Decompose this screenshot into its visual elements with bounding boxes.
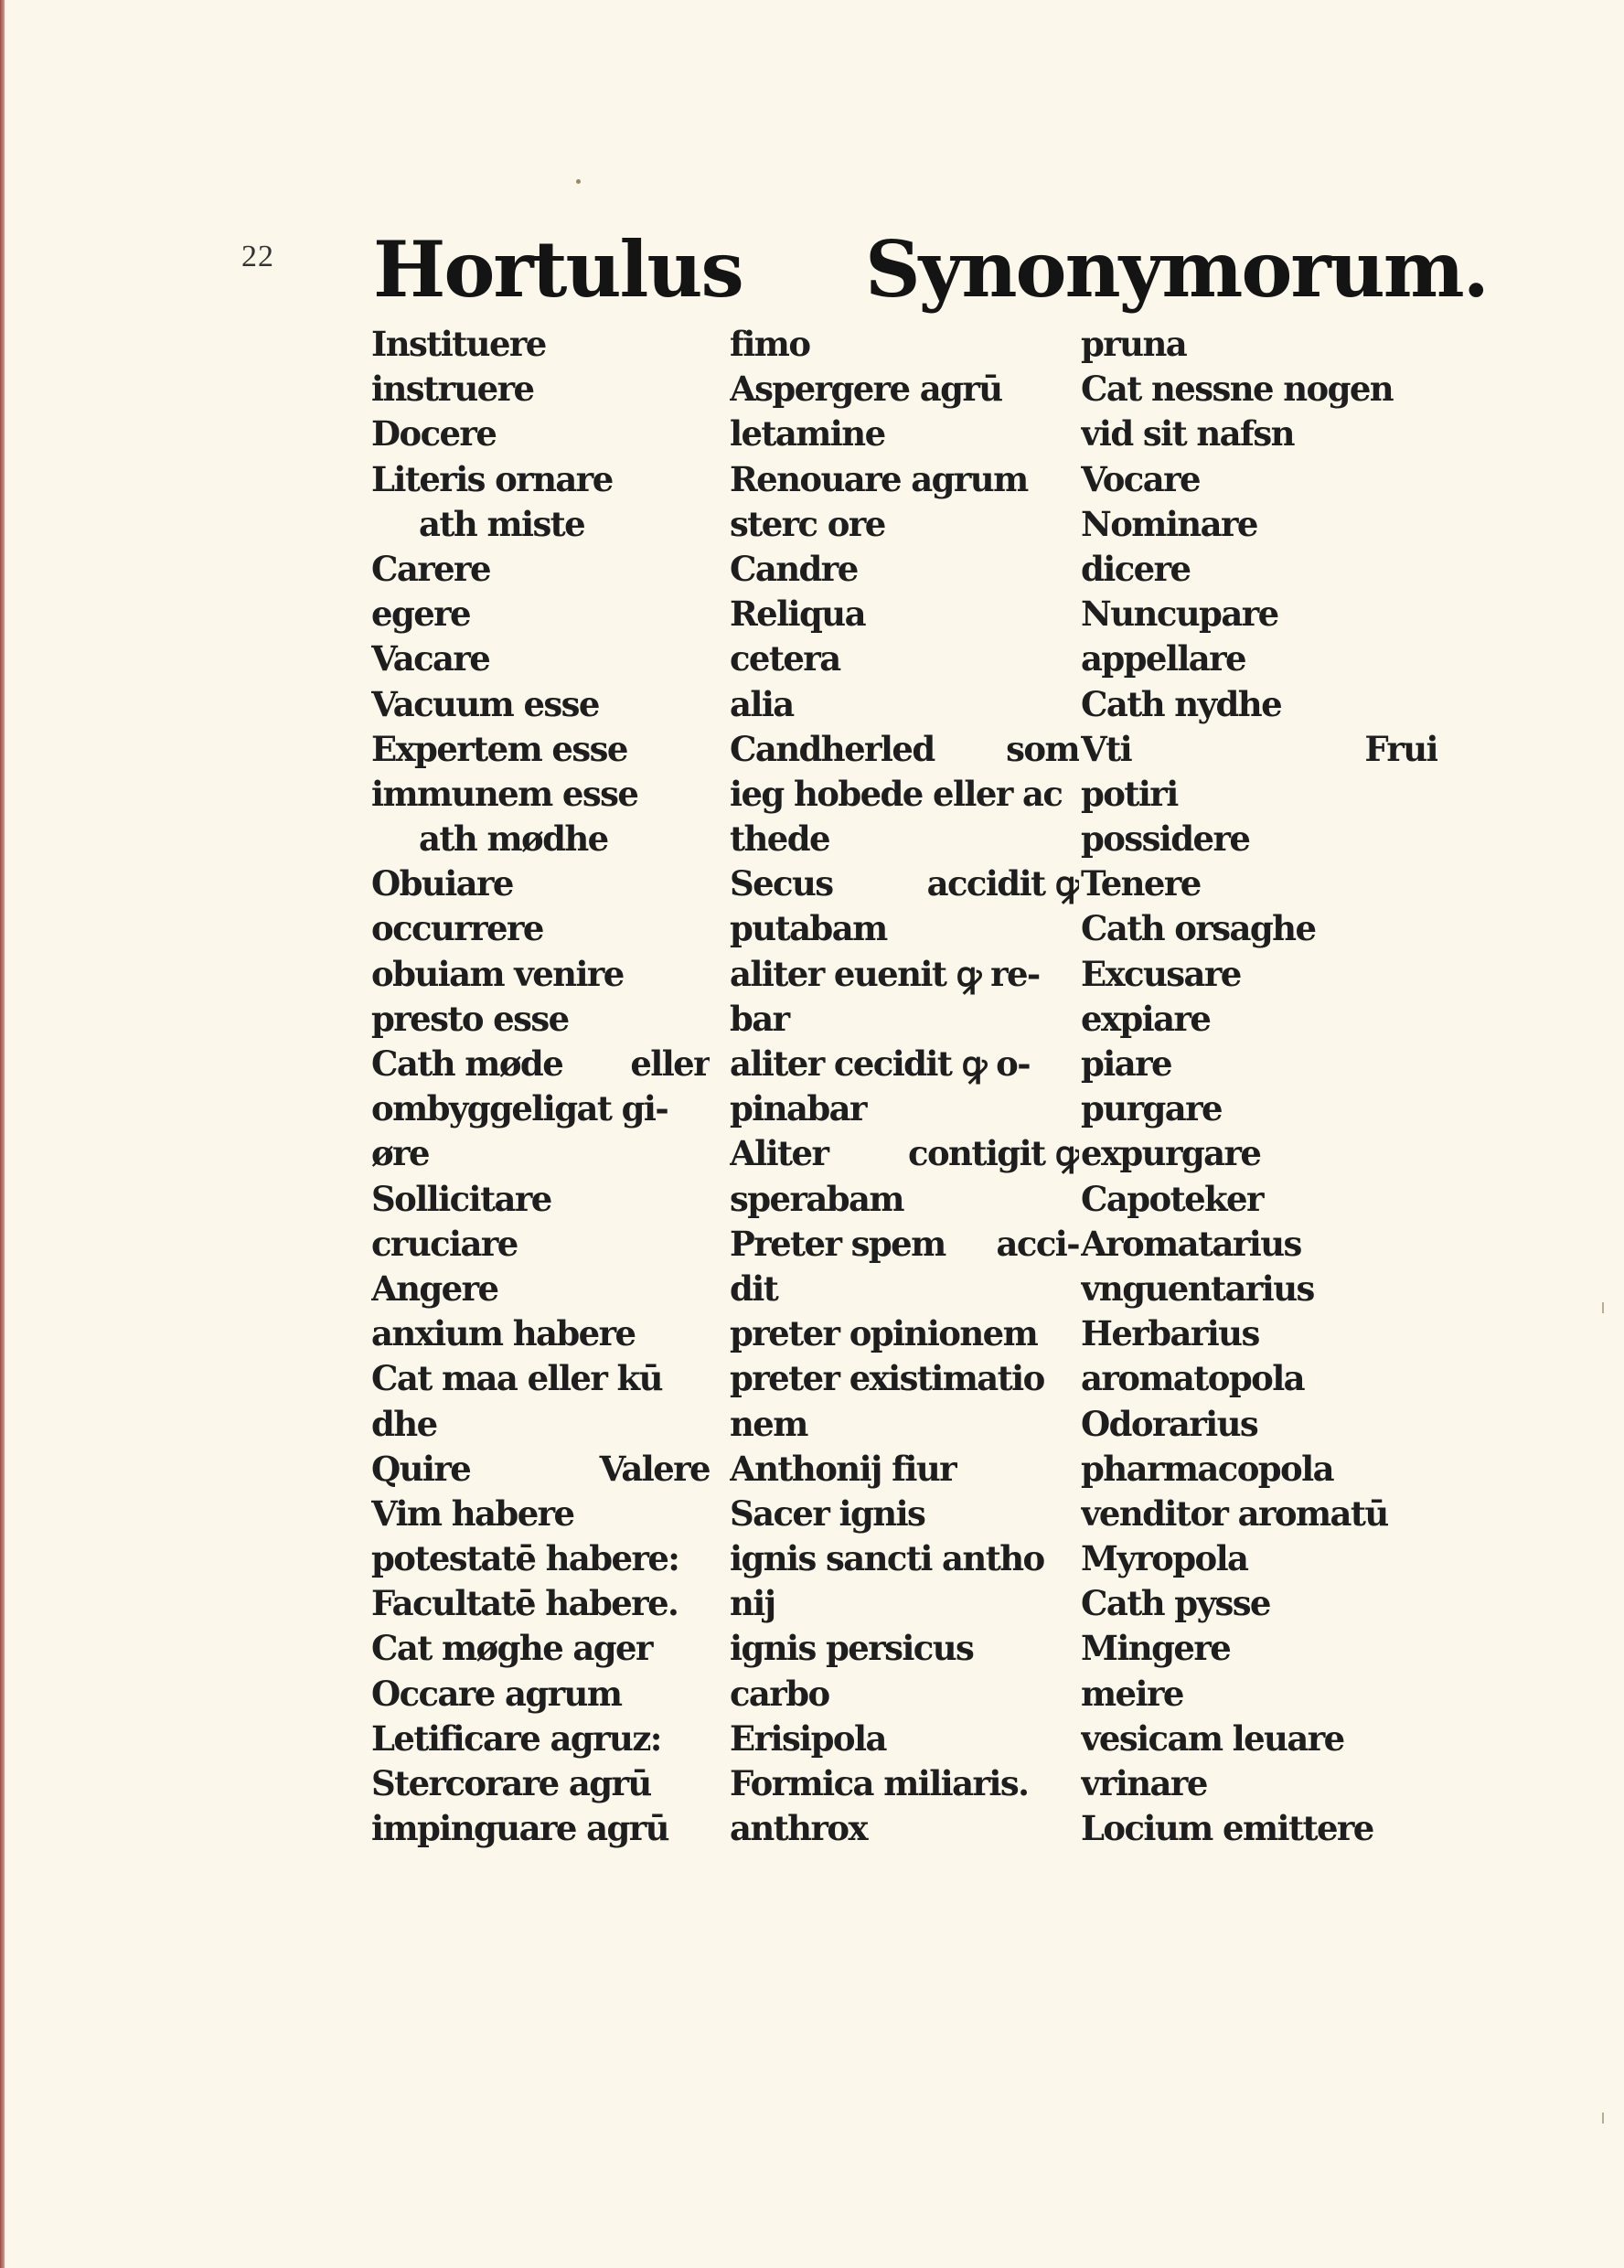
text-line: Cath nydhe bbox=[1081, 683, 1282, 724]
text-line: nij bbox=[730, 1583, 775, 1624]
text-line: anthrox bbox=[730, 1808, 867, 1849]
text-line: pruna bbox=[1081, 324, 1187, 364]
text-line: impinguare agrū bbox=[371, 1808, 668, 1849]
text-line: Vacuum esse bbox=[371, 683, 599, 724]
text-line bbox=[730, 1222, 1079, 1267]
text-line: Myropola bbox=[1081, 1538, 1248, 1579]
text-line: Aspergere agrū bbox=[730, 369, 1002, 410]
line-right-text: Frui bbox=[1364, 728, 1437, 769]
text-line: Renouare agrum bbox=[730, 458, 1028, 499]
line-left-text: Vti bbox=[1081, 728, 1132, 769]
text-line: Cat møghe ager bbox=[371, 1628, 652, 1669]
text-line: Cath orsaghe bbox=[1081, 908, 1316, 949]
text-line: dhe bbox=[371, 1403, 437, 1444]
text-line: Cat nessne nogen bbox=[1081, 369, 1394, 410]
text-line: expurgare bbox=[1081, 1133, 1261, 1174]
text-line: vesicam leuare bbox=[1081, 1717, 1344, 1759]
text-line: expiare bbox=[1081, 998, 1211, 1039]
text-line: Facultatē habere. bbox=[371, 1583, 678, 1624]
line-right-text: acci- bbox=[996, 1223, 1079, 1264]
text-line: Candre bbox=[730, 548, 858, 589]
line-left-text: Candherled bbox=[730, 728, 935, 769]
text-line: cetera bbox=[730, 638, 840, 679]
text-line: Vim habere bbox=[371, 1492, 574, 1534]
text-line: Tenere bbox=[1081, 863, 1201, 904]
text-line: bar bbox=[730, 998, 789, 1039]
text-line: sperabam bbox=[730, 1178, 903, 1219]
line-left-text: Preter spem bbox=[730, 1223, 946, 1264]
text-line: nem bbox=[730, 1403, 807, 1444]
text-line: venditor aromatū bbox=[1081, 1492, 1388, 1534]
page-header bbox=[373, 219, 1488, 325]
text-line: Literis ornare bbox=[371, 458, 613, 499]
text-line: aliter cecidit ꝙ o- bbox=[730, 1043, 1030, 1084]
text-line bbox=[730, 861, 1079, 906]
text-line: Nominare bbox=[1081, 503, 1257, 544]
text-line: Herbarius bbox=[1081, 1313, 1259, 1354]
text-line: Sollicitare bbox=[371, 1178, 551, 1219]
text-line: preter existimatio bbox=[730, 1358, 1044, 1399]
line-right-text: som bbox=[1006, 728, 1079, 769]
line-left-text: Quire bbox=[371, 1448, 471, 1489]
text-line: Sacer ignis bbox=[730, 1492, 925, 1534]
text-line: vnguentarius bbox=[1081, 1268, 1314, 1309]
text-line: Cat maa eller kū bbox=[371, 1358, 662, 1399]
text-line: Angere bbox=[371, 1268, 498, 1309]
text-line: purgare bbox=[1081, 1088, 1222, 1129]
text-line: meire bbox=[1081, 1673, 1183, 1714]
text-line: øre bbox=[371, 1133, 429, 1174]
text-line: ath mødhe bbox=[419, 818, 608, 860]
ink-speck bbox=[576, 179, 581, 184]
text-line: preter opinionem bbox=[730, 1313, 1038, 1354]
text-line: Nuncupare bbox=[1081, 594, 1278, 635]
column-3 bbox=[1081, 322, 1437, 1851]
text-line: anxium habere bbox=[371, 1313, 636, 1354]
text-line: ombyggeligat gi- bbox=[371, 1088, 668, 1129]
text-line: fimo bbox=[730, 324, 810, 364]
text-line: ignis sancti antho bbox=[730, 1538, 1044, 1579]
text-line: appellare bbox=[1081, 638, 1245, 679]
text-line: Vacare bbox=[371, 638, 490, 679]
text-line bbox=[371, 1447, 710, 1492]
text-line: Aromatarius bbox=[1081, 1223, 1301, 1264]
text-line: obuiam venire bbox=[371, 953, 624, 994]
edge-mark bbox=[1602, 2113, 1604, 2124]
text-line: Anthonij fiur bbox=[730, 1448, 956, 1489]
text-line: Mingere bbox=[1081, 1628, 1231, 1669]
text-line: Letificare agruz: bbox=[371, 1717, 661, 1759]
text-line: Cath pysse bbox=[1081, 1583, 1270, 1624]
line-left-text: Secus bbox=[730, 863, 833, 904]
text-line: occurrere bbox=[371, 908, 543, 949]
text-line bbox=[730, 1131, 1079, 1176]
text-line: Instituere bbox=[371, 324, 546, 364]
line-right-text: Valere bbox=[599, 1448, 710, 1489]
text-line bbox=[1081, 727, 1437, 772]
text-line: vrinare bbox=[1081, 1763, 1207, 1803]
text-line: pinabar bbox=[730, 1088, 866, 1129]
page-edge bbox=[0, 0, 5, 2268]
line-left-text: Cath møde bbox=[371, 1043, 563, 1084]
text-line: letamine bbox=[730, 413, 885, 455]
text-line: vid sit nafsn bbox=[1081, 413, 1294, 455]
text-line: Erisipola bbox=[730, 1717, 886, 1759]
text-line: putabam bbox=[730, 908, 887, 949]
text-line: aromatopola bbox=[1081, 1358, 1305, 1399]
text-line: dit bbox=[730, 1268, 778, 1309]
text-line: ieg hobede eller ac bbox=[730, 773, 1063, 814]
text-line: ath miste bbox=[419, 503, 585, 544]
text-line: piare bbox=[1081, 1043, 1171, 1084]
text-line: Reliqua bbox=[730, 594, 865, 635]
text-line: aliter euenit ꝙ re- bbox=[730, 953, 1040, 994]
text-line: Formica miliaris. bbox=[730, 1763, 1029, 1803]
line-right-text: accidit ꝙ bbox=[926, 863, 1079, 904]
text-line: instruere bbox=[371, 369, 534, 410]
text-line: Locium emittere bbox=[1081, 1808, 1373, 1849]
header-title-right: Synonymorum. bbox=[865, 224, 1488, 315]
text-line: sterc ore bbox=[730, 503, 885, 544]
text-line: Vocare bbox=[1081, 458, 1200, 499]
text-line: Capoteker bbox=[1081, 1178, 1263, 1219]
line-right-text: eller bbox=[630, 1043, 710, 1084]
text-line: Expertem esse bbox=[371, 728, 627, 769]
text-line: Obuiare bbox=[371, 863, 513, 904]
text-line: potestatē habere: bbox=[371, 1538, 679, 1579]
text-line: presto esse bbox=[371, 998, 569, 1039]
text-line: Stercorare agrū bbox=[371, 1763, 651, 1803]
text-line: Occare agrum bbox=[371, 1673, 622, 1714]
column-1 bbox=[371, 322, 710, 1851]
text-line bbox=[371, 1042, 710, 1086]
text-line: pharmacopola bbox=[1081, 1448, 1333, 1489]
text-line: thede bbox=[730, 818, 829, 860]
column-2 bbox=[730, 322, 1079, 1851]
text-line: possidere bbox=[1081, 818, 1250, 860]
text-line: dicere bbox=[1081, 548, 1191, 589]
page-number: 22 bbox=[241, 240, 274, 273]
text-line: ignis persicus bbox=[730, 1628, 974, 1669]
text-line: Carere bbox=[371, 548, 490, 589]
line-right-text: contigit ꝙ bbox=[908, 1133, 1079, 1174]
text-line: cruciare bbox=[371, 1223, 518, 1264]
header-title-left: Hortulus bbox=[373, 224, 743, 315]
text-line: immunem esse bbox=[371, 773, 638, 814]
text-line: potiri bbox=[1081, 773, 1178, 814]
text-line: alia bbox=[730, 683, 794, 724]
text-line: Docere bbox=[371, 413, 497, 455]
text-line: carbo bbox=[730, 1673, 829, 1714]
line-left-text: Aliter bbox=[730, 1133, 828, 1174]
text-line bbox=[730, 727, 1079, 772]
text-line: Odorarius bbox=[1081, 1403, 1258, 1444]
text-line: egere bbox=[371, 594, 470, 635]
edge-mark bbox=[1602, 1302, 1604, 1313]
text-line: Excusare bbox=[1081, 953, 1241, 994]
